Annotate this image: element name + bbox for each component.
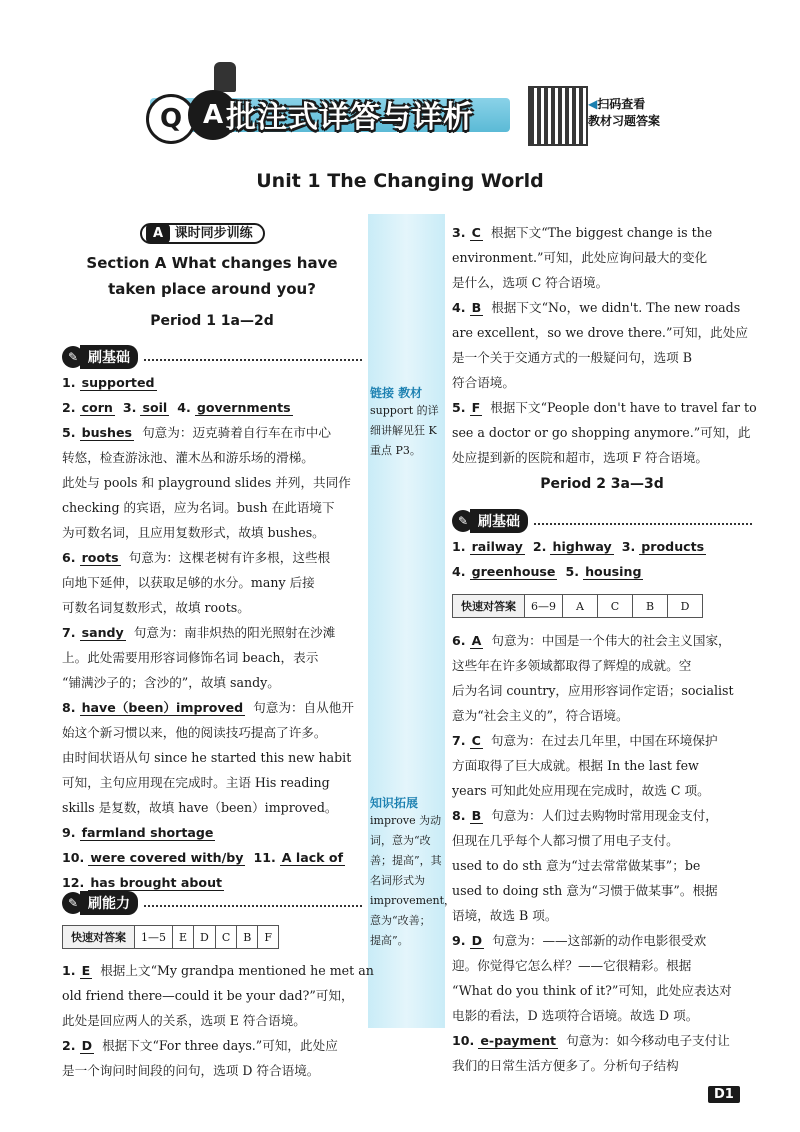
item-answer: sandy <box>81 625 124 640</box>
explanation-text: 我们的日常生活方便多了。分析句子结构 <box>452 1058 679 1073</box>
basic-badge-2 <box>452 508 752 534</box>
explanation-text: 处应提到新的医院和超市，选项 F 符合语境。 <box>452 450 709 465</box>
item-number: 2. <box>62 1038 76 1053</box>
answer-item <box>62 370 362 395</box>
item-number: 8. <box>62 700 76 715</box>
item-number: 8. <box>452 808 466 823</box>
basic-badge-label: 刷基础 <box>80 345 138 369</box>
explanation-text: 句意为：中国是一个伟大的社会主义国家， <box>491 633 731 648</box>
item-number: 1. <box>452 539 466 554</box>
basic-badge-2-label: 刷基础 <box>470 509 528 533</box>
explanation-text: skills 是复数，故填 have（been）improved。 <box>62 800 338 815</box>
explanation-text: environment.”可知，此处应询问最大的变化 <box>452 250 708 265</box>
item-answer: roots <box>81 550 119 565</box>
left-answers-2 <box>62 958 374 1083</box>
divider <box>144 905 362 907</box>
answer-item <box>62 620 362 645</box>
explanation-text: are excellent，so we drove there.”可知，此处应 <box>452 325 748 340</box>
explanation-text: old friend there—could it be your dad?”可知， <box>62 988 354 1003</box>
item-answer: C <box>471 733 481 748</box>
answer-item <box>452 295 752 320</box>
page-number: D1 <box>708 1086 740 1103</box>
quick-answer-table-2 <box>452 594 703 618</box>
item-answer: supported <box>81 375 155 390</box>
explanation-text: 始这个新习惯以来，他的阅读技巧提高了许多。 <box>62 725 327 740</box>
explanation-text: 根据上文“My grandpa mentioned he met an <box>100 963 374 978</box>
divider <box>144 359 362 361</box>
divider <box>534 523 752 525</box>
explanation-text: 方面取得了巨大成就。根据 In the last few <box>452 758 699 773</box>
item-number: 4. <box>452 300 466 315</box>
explanation-text: 转悠，检查游泳池、灌木丛和游乐场的滑梯。 <box>62 450 314 465</box>
right-answers <box>452 220 757 470</box>
explanation-text: 是什么，选项 C 符合语境。 <box>452 275 609 290</box>
answer-item <box>62 958 374 983</box>
item-number: 9. <box>62 825 76 840</box>
explanation-text: 句意为：迈克骑着自行车在市中心 <box>142 425 331 440</box>
explanation-text: 句意为：人们过去购物时常用现金支付， <box>491 808 718 823</box>
item-number: 3. <box>122 400 137 415</box>
explanation-text: 根据下文“The biggest change is the <box>490 225 713 240</box>
item-answer: products <box>641 539 705 554</box>
item-number: 3. <box>452 225 466 240</box>
item-number: 9. <box>452 933 466 948</box>
answer-item <box>62 1033 362 1058</box>
item-answer: e-payment <box>480 1033 557 1048</box>
lesson-chip-letter: A <box>146 224 170 243</box>
explanation-text: 这些年在许多领域都取得了辉煌的成就。空 <box>452 658 692 673</box>
reader-figure-icon <box>214 62 236 92</box>
explanation-text: used to do sth 意为“过去常常做某事”；be <box>452 858 701 873</box>
item-answer: farmland shortage <box>81 825 214 840</box>
item-number: 6. <box>62 550 76 565</box>
item-number: 5. <box>62 425 76 440</box>
explanation-text: 句意为：自从他开 <box>253 700 354 715</box>
item-answer: governments <box>196 400 291 415</box>
side-note-extension-line: 提高”。 <box>370 934 409 947</box>
explanation-text: 符合语境。 <box>452 375 515 390</box>
pencil-icon: ✎ <box>62 892 84 914</box>
explanation-text: 是一个询问时间段的问句，选项 D 符合语境。 <box>62 1063 320 1078</box>
lesson-chip <box>140 222 265 243</box>
side-note-extension <box>370 794 456 951</box>
explanation-text: “What do you think of it?”可知，此处应表达对 <box>452 983 732 998</box>
answer-item <box>452 928 752 953</box>
side-note-extension-line: improvement， <box>370 894 456 907</box>
item-answer: corn <box>81 400 113 415</box>
explanation-text: 上。此处需要用形容词修饰名词 beach，表示 <box>62 650 319 665</box>
answer-item <box>452 395 757 420</box>
explanation-text: 根据下文“No，we didn't. The new roads <box>491 300 741 315</box>
item-answer: has brought about <box>90 875 223 890</box>
explanation-text: checking 的宾语，应为名词。bush 在此语境下 <box>62 500 335 515</box>
answer-item <box>452 728 752 753</box>
basic-badge <box>62 344 362 370</box>
side-note-link-head: 链接 教材 <box>370 386 423 400</box>
item-answer: have（been）improved <box>81 700 244 715</box>
pencil-icon: ✎ <box>452 510 474 532</box>
unit-title: Unit 1 The Changing World <box>256 170 544 192</box>
item-number: 4. <box>177 400 191 415</box>
explanation-text: “铺满沙子的；含沙的”，故填 sandy。 <box>62 675 280 690</box>
explanation-text: 句意为：在过去几年里，中国在环境保护 <box>490 733 718 748</box>
item-answer: housing <box>585 564 642 579</box>
period-2-title: Period 2 3a—3d <box>540 476 664 492</box>
quick-answer-cell: C <box>215 926 236 949</box>
answer-item <box>62 820 362 845</box>
explanation-text: 后为名词 country，应用形容词作定语；socialist <box>452 683 734 698</box>
item-answer: B <box>471 808 482 823</box>
item-number: 6. <box>452 633 466 648</box>
header-title: 批注式详答与详析 <box>226 100 474 135</box>
explanation-text: 但现在几乎每个人都习惯了用电子支付。 <box>452 833 679 848</box>
ability-badge-label: 刷能力 <box>80 891 138 915</box>
item-number: 3. <box>621 539 636 554</box>
side-note-link-line: 重点 P3。 <box>370 444 421 457</box>
qr-code-icon[interactable] <box>528 86 588 146</box>
item-answer: C <box>471 225 481 240</box>
side-note-extension-line: 名词形式为 <box>370 874 425 887</box>
side-note-link-line: 细讲解见狂 K <box>370 424 437 437</box>
period-title: Period 1 1a—2d <box>150 313 274 329</box>
explanation-text: used to doing sth 意为“习惯于做某事”。根据 <box>452 883 718 898</box>
item-answer: E <box>81 963 91 978</box>
item-answer: railway <box>471 539 523 554</box>
qr-note-line2: 教材习题答案 <box>588 114 661 128</box>
arrow-icon: ◀ <box>588 97 598 111</box>
item-answer: A lack of <box>281 850 344 865</box>
item-answer: soil <box>142 400 168 415</box>
quick-answer-range: 1—5 <box>135 926 173 949</box>
quick-answer-cell: C <box>598 595 633 618</box>
quick-answer-table <box>62 925 279 949</box>
item-answer: were covered with/by <box>90 850 244 865</box>
explanation-text: 语境，故选 B 项。 <box>452 908 558 923</box>
explanation-text: 此处是回应两人的关系，选项 E 符合语境。 <box>62 1013 306 1028</box>
item-number: 5. <box>565 564 580 579</box>
item-number: 2. <box>532 539 547 554</box>
explanation-text: 由时间状语从句 since he started this new habit <box>62 750 352 765</box>
item-answer: bushes <box>81 425 133 440</box>
side-note-link-line: support 的详 <box>370 404 439 417</box>
side-note-extension-line: improve 为动 <box>370 814 442 827</box>
quick-answer-cell: F <box>258 926 279 949</box>
item-answer: F <box>471 400 481 415</box>
qr-note-line1: 扫码查看 <box>597 97 646 111</box>
answer-item <box>62 845 362 870</box>
item-number: 7. <box>62 625 76 640</box>
item-number: 10. <box>62 850 85 865</box>
quick-answer-cell: D <box>668 595 703 618</box>
explanation-text: 意为“社会主义的”，符合语境。 <box>452 708 629 723</box>
explanation-text: see a doctor or go shopping anymore.”可知，此 <box>452 425 751 440</box>
answer-item <box>452 803 752 828</box>
explanation-text: 可数名词复数形式，故填 roots。 <box>62 600 250 615</box>
answer-item <box>62 395 362 420</box>
side-note-extension-line: 词，意为“改 <box>370 834 431 847</box>
item-number: 4. <box>452 564 466 579</box>
quick-answer-range: 6—9 <box>525 595 563 618</box>
explanation-text: 是一个关于交通方式的一般疑问句，选项 B <box>452 350 692 365</box>
answer-item <box>452 628 752 653</box>
item-answer: greenhouse <box>471 564 556 579</box>
quick-answer-label: 快速对答案 <box>453 595 525 618</box>
answer-item <box>452 534 752 559</box>
item-number: 2. <box>62 400 76 415</box>
side-note-extension-head: 知识拓展 <box>370 796 419 810</box>
item-number: 11. <box>253 850 276 865</box>
item-answer: D <box>471 933 483 948</box>
quick-answer-cell: B <box>237 926 258 949</box>
explanation-text: 电影的看法，D 选项符合语境。故选 D 项。 <box>452 1008 699 1023</box>
lesson-chip-label: 课时同步训练 <box>174 226 253 241</box>
ability-badge <box>62 890 362 916</box>
quick-answer-cell: E <box>173 926 194 949</box>
explanation-text: 迎。你觉得它怎么样？——它很精彩。根据 <box>452 958 692 973</box>
answer-item <box>452 559 752 584</box>
explanation-text: 此处与 pools 和 playground slides 并列，共同作 <box>62 475 351 490</box>
explanation-text: 根据下文“People don't have to travel far to <box>490 400 757 415</box>
quick-answer-cell: D <box>194 926 216 949</box>
qa-a-bubble: A <box>188 90 238 140</box>
item-answer: A <box>471 633 482 648</box>
item-answer: B <box>471 300 482 315</box>
explanation-text: 句意为：南非炽热的阳光照射在沙滩 <box>133 625 336 640</box>
pencil-icon: ✎ <box>62 346 84 368</box>
explanation-text: 句意为：如今移动电子支付让 <box>566 1033 730 1048</box>
item-number: 1. <box>62 963 76 978</box>
section-title-line1: Section A What changes have <box>86 254 338 272</box>
right-fill-answers <box>452 534 752 584</box>
quick-answer-cell: A <box>563 595 598 618</box>
quick-answer-label: 快速对答案 <box>63 926 135 949</box>
item-number: 1. <box>62 375 76 390</box>
item-number: 10. <box>452 1033 475 1048</box>
explanation-text: 根据下文“For three days.”可知，此处应 <box>102 1038 338 1053</box>
answer-item <box>62 545 362 570</box>
answer-item <box>62 420 362 445</box>
section-title-line2: taken place around you? <box>108 280 316 298</box>
item-number: 7. <box>452 733 466 748</box>
side-note-extension-line: 意为“改善； <box>370 914 431 927</box>
answer-item <box>452 220 752 245</box>
qr-note <box>588 96 660 130</box>
side-note-link <box>370 384 444 461</box>
explanation-text: 句意为：这棵老树有许多根，这些根 <box>128 550 331 565</box>
side-note-extension-line: 善；提高”，其 <box>370 854 442 867</box>
item-number: 12. <box>62 875 85 890</box>
qa-q-bubble: Q <box>146 94 196 144</box>
answer-item <box>452 1028 752 1053</box>
explanation-text: 可知，主句应用现在完成时。主语 His reading <box>62 775 330 790</box>
item-number: 5. <box>452 400 466 415</box>
right-answers-2 <box>452 628 752 1078</box>
item-answer: highway <box>552 539 612 554</box>
quick-answer-cell: B <box>633 595 668 618</box>
item-answer: D <box>81 1038 93 1053</box>
explanation-text: 为可数名词，且应用复数形式，故填 bushes。 <box>62 525 325 540</box>
left-answers <box>62 370 362 895</box>
explanation-text: 向地下延伸，以获取足够的水分。many 后接 <box>62 575 315 590</box>
explanation-text: years 可知此处应用现在完成时，故选 C 项。 <box>452 783 710 798</box>
explanation-text: 句意为：——这部新的动作电影很受欢 <box>492 933 707 948</box>
answer-item <box>62 695 362 720</box>
